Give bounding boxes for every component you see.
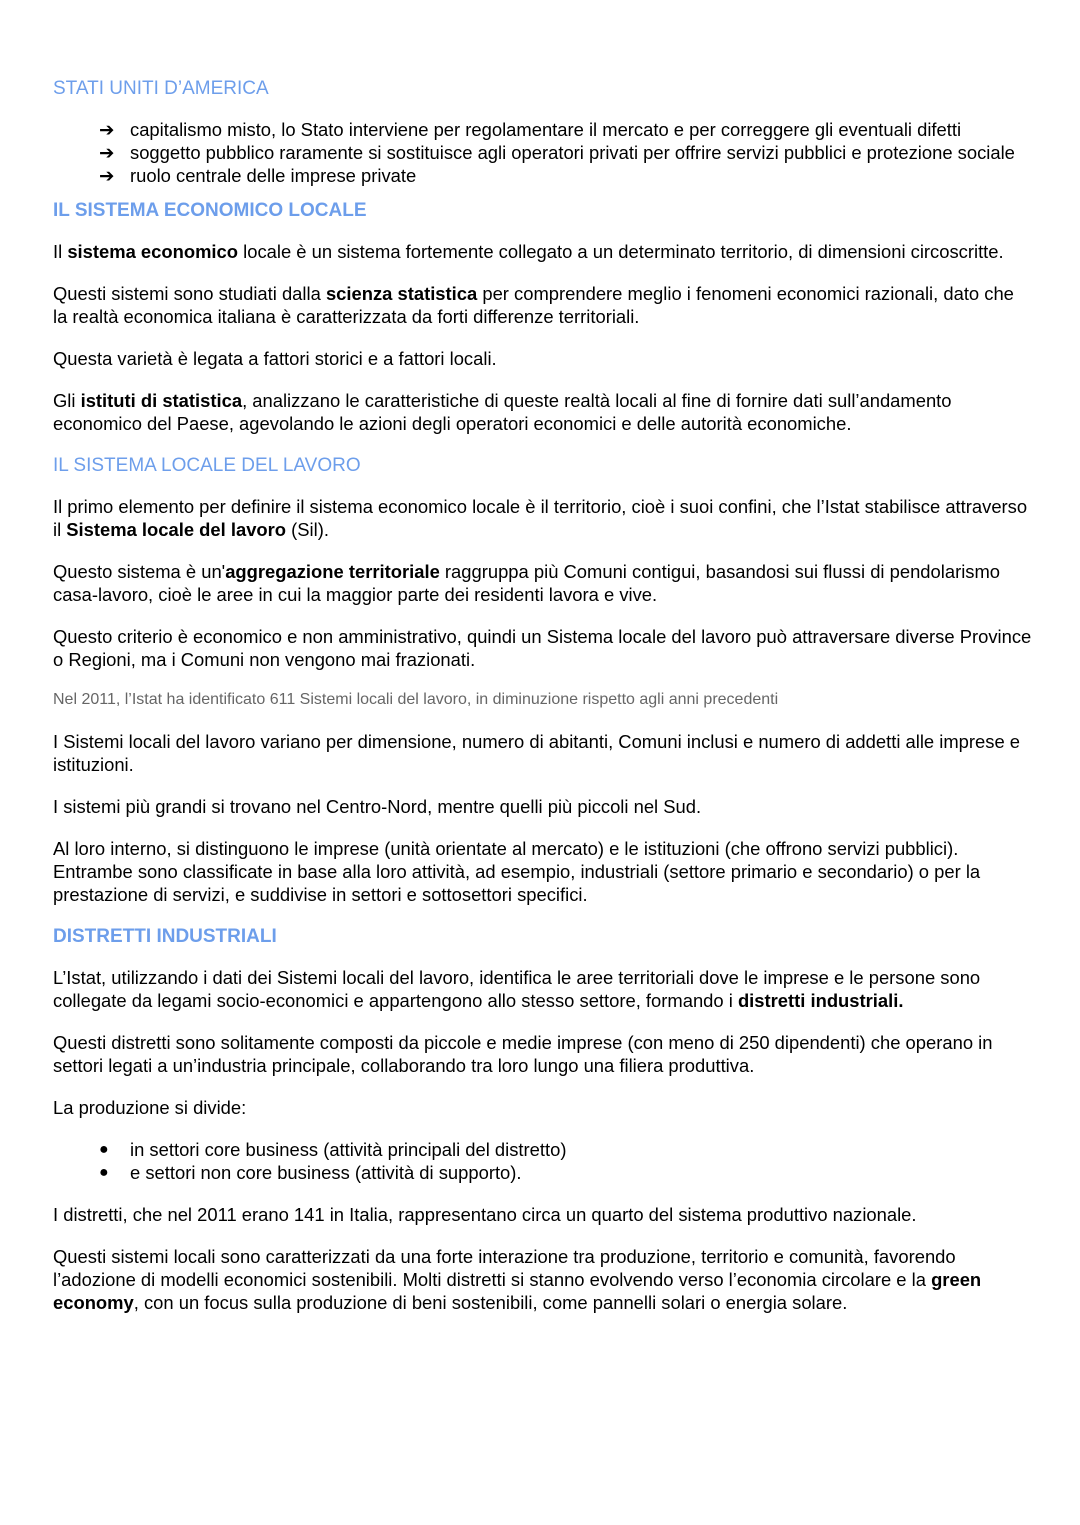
paragraph: Questo criterio è economico e non amministrativo, quindi un Sistema locale del lavoro può attraversare diverse Province o Regioni, ma i Comuni non vengono mai frazionati.: [53, 626, 1032, 670]
paragraph: La produzione si divide:: [53, 1097, 247, 1118]
list-item-text: soggetto pubblico raramente si sostituisce agli operatori privati per offrire servizi pubblici e protezione sociale: [130, 142, 1015, 163]
paragraph: Questa varietà è legata a fattori storici e a fattori locali.: [53, 348, 497, 369]
usa-list: [53, 118, 1033, 187]
paragraph: Il sistema economico locale è un sistema fortemente collegato a un determinato territorio, di dimensioni circoscritte.: [53, 241, 1004, 262]
bold-term: distretti industriali.: [737, 990, 904, 1011]
paragraph: Questi distretti sono solitamente composti da piccole e medie imprese (con meno di 250 dipendenti) che operano in settori legati a un’industria principale, collaborando tra loro lungo una filiera produttiva.: [53, 1032, 993, 1076]
paragraph: Il primo elemento per definire il sistema economico locale è il territorio, cioè i suoi confini, che l’Istat stabilisce attraverso il Sistema locale del lavoro (Sil).: [53, 496, 1028, 540]
heading-industrial-districts: DISTRETTI INDUSTRIALI: [53, 926, 277, 947]
bold-term: aggregazione territoriale: [225, 561, 440, 582]
paragraph: L’Istat, utilizzando i dati dei Sistemi locali del lavoro, identifica le aree territoriali dove le imprese e le persone sono collegate da legami socio-economici e appartengono allo stesso settore, formando i distretti industriali.: [53, 967, 981, 1011]
paragraph: Questi sistemi sono studiati dalla scienza statistica per comprendere meglio i fenomeni economici razionali, dato che la realtà economica italiana è caratterizzata da forti differenze territoriali.: [53, 283, 1014, 327]
list-item-text: ruolo centrale delle imprese private: [130, 165, 417, 186]
paragraph: Questo sistema è un'aggregazione territoriale raggruppa più Comuni contigui, basandosi sui flussi di pendolarismo casa-lavoro, cioè le aree in cui la maggior parte dei residenti lavora e vive.: [53, 561, 1001, 605]
note-text: Nel 2011, l’Istat ha identificato 611 Sistemi locali del lavoro, in diminuzione rispetto agli anni precedenti: [53, 691, 779, 708]
list-item: [53, 164, 1033, 187]
production-list: [53, 1138, 1033, 1184]
bold-term: green economy: [53, 1269, 982, 1313]
list-item: [53, 118, 1033, 141]
right-arrow-icon: ➔: [99, 165, 115, 186]
bold-term: scienza statistica: [325, 283, 478, 304]
document-page: [53, 77, 1033, 1333]
paragraph: I distretti, che nel 2011 erano 141 in Italia, rappresentano circa un quarto del sistema produttivo nazionale.: [53, 1204, 917, 1225]
paragraph: I sistemi più grandi si trovano nel Centro-Nord, mentre quelli più piccoli nel Sud.: [53, 796, 702, 817]
list-item: [53, 1138, 1033, 1161]
bold-term: sistema economico: [67, 241, 239, 262]
bold-term: Sistema locale del lavoro: [66, 519, 287, 540]
bold-term: istituti di statistica: [80, 390, 243, 411]
paragraph: Questi sistemi locali sono caratterizzati da una forte interazione tra produzione, territorio e comunità, favorendo l’adozione di modelli economici sostenibili. Molti distretti si stanno evolvendo verso l’economia circolare e la green economy, con un focus sulla produzione di beni sostenibili, come pannelli solari o energia solare.: [53, 1246, 982, 1313]
list-item-text: in settori core business (attività principali del distretto): [130, 1139, 567, 1160]
list-item: [53, 141, 1033, 164]
heading-usa: STATI UNITI D’AMERICA: [53, 78, 269, 99]
list-item-text: capitalismo misto, lo Stato interviene per regolamentare il mercato e per correggere gli eventuali difetti: [130, 119, 962, 140]
bullet-icon: ●: [99, 1164, 109, 1181]
list-item: [53, 1161, 1033, 1184]
heading-local-labour-system: IL SISTEMA LOCALE DEL LAVORO: [53, 455, 361, 476]
right-arrow-icon: ➔: [99, 142, 115, 163]
paragraph: Gli istituti di statistica, analizzano le caratteristiche di queste realtà locali al fine di fornire dati sull’andamento economico del Paese, agevolando le azioni degli operatori economici e delle autorità economiche.: [53, 390, 952, 434]
bullet-icon: ●: [99, 1141, 109, 1158]
heading-local-economic-system: IL SISTEMA ECONOMICO LOCALE: [53, 200, 367, 221]
paragraph: I Sistemi locali del lavoro variano per dimensione, numero di abitanti, Comuni inclusi e numero di addetti alle imprese e istituzioni.: [53, 731, 1021, 775]
list-item-text: e settori non core business (attività di supporto).: [130, 1162, 522, 1183]
right-arrow-icon: ➔: [99, 119, 115, 140]
paragraph: Al loro interno, si distinguono le imprese (unità orientate al mercato) e le istituzioni (che offrono servizi pubblici). Entrambe sono classificate in base alla loro attività, ad esempio, industriali (settore primario e secondario) o per la prestazione di servizi, e suddivise in settori e sottosettori specifici.: [53, 838, 981, 905]
